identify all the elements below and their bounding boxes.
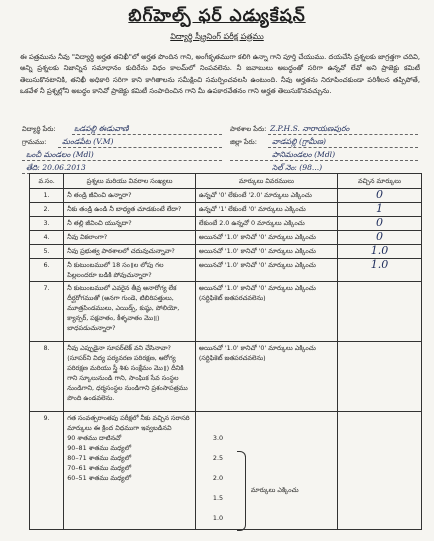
- marks-value[interactable]: 1.0: [370, 258, 389, 271]
- col-header-marks: వచ్చిన మార్కులు: [337, 174, 421, 189]
- table-row: 1. నీ తండ్రి జీవించి ఉన్నారా? ఉన్నచో '0' లేకుంటే '2.0' మార్కులు ఎక్కించు 0: [30, 189, 422, 203]
- date-value[interactable]: తేది: 20.06.2013: [26, 163, 86, 172]
- table-row: 4. నీవు వికలాంగా? అయినచో '1.0' కానిచో '0' మార్కులు ఎక్కించు 0: [30, 231, 422, 245]
- screening-table: [29, 173, 422, 530]
- student-name-label: విద్యార్థి పేరు:: [22, 125, 56, 133]
- table-row: 3. నీ తల్లి జీవించి యున్నదా? లేకుంటే 2.0 ఉన్నచో 0 మార్కులు ఎక్కించు 0: [30, 217, 422, 231]
- school-name-value[interactable]: Z.P.H.S. నారాయణపురం: [270, 124, 350, 133]
- grade-range-5: 60–51 శాతము మధ్యలో: [67, 474, 132, 482]
- district-value[interactable]: వాడపల్లి (గ్రామీణ): [272, 137, 326, 146]
- marks-value[interactable]: 0: [375, 216, 383, 229]
- table-row: 6. నీ కుటుంబములో 18 సం॥ల లోపు గల పిల్లలందరూ బడికి పోవుచున్నారా? అయినచో '1.0' కానిచో '0' మార్కులు ఎక్కించు 1.0: [30, 259, 422, 282]
- grades-note: మార్కులు ఎక్కించు: [250, 486, 299, 494]
- grades-intro: గత సంవత్సరాంతపు పరీక్షలో నీకు వచ్చిన సరాసరి మార్కులు ఈ క్రింద విధముగా ఇవ్వబడినవి: [67, 414, 190, 432]
- table-row: 7. నీ కుటుంబములో ఎవరైన తీవ్ర అనారోగ్య లేక దీర్ఘరోగముతో (అనగా గుండె, టిబిరిపత్తులు, మూత్రపిండములు, ఎయిడ్స్, కుష్ఠు, పోలియో, క్యాన్సర్, పక్షవాతం, కీళ్ళవాతం మొ॥) బాధపడుచున్నారా? అయినచో '1.0' కానిచో '0' మార్కులు ఎక్కించు (సర్టిఫికెట్ జతపరచవలెను): [30, 282, 422, 342]
- grade-value-3: 2.0: [212, 474, 224, 482]
- grades-brace: [237, 451, 246, 531]
- col-header-num: వ.సం.: [30, 174, 64, 189]
- table-row: 9. గత సంవత్సరాంతపు పరీక్షలో నీకు వచ్చిన సరాసరి మార్కులు ఈ క్రింద విధముగా ఇవ్వబడినవి 90 శాతము దాటినచో 90–81 శాతము మధ్యలో 80–71 శాతము మధ్యలో 70–61 శాతము మధ్యలో 60–51 శాతము మధ్యలో 3.0 2.5 2.0 1.5 1.0 మార్కులు ఎక్కించు: [30, 412, 422, 530]
- student-name-value[interactable]: ఒడపల్లి ఈడువాణి: [74, 124, 129, 133]
- form-subtitle: విద్యార్థి స్క్రీనింగ్ పరీక్ష పత్రము: [170, 32, 264, 41]
- mandal-value[interactable]: ఒంచీ మండలం (Mdl): [26, 150, 94, 159]
- field-row-3: [22, 150, 418, 164]
- field-row-1: [22, 124, 418, 138]
- col-header-rule: మార్కులు వివరములు: [195, 174, 337, 189]
- table-row: 5. నీవు ప్రభుత్వ పాఠశాలలో చదువుచున్నావా? అయినచో '1.0' కానిచో '0' మార్కులు ఎక్కించు 1.0: [30, 245, 422, 259]
- table-row: 2. నీకు తండ్రి ఉండి నీ బాధ్యత చూడకుంటే లేదా? ఉన్నచో '1' లేకుంటే '0' మార్కులు ఎక్కించు 1: [30, 203, 422, 217]
- grade-value-2: 2.5: [212, 454, 224, 462]
- school-name-label: పాఠశాల పేరు:: [230, 125, 267, 133]
- table-row: 8. నీవు ఎప్పుడైనా సూపర్‌టెక్ వని చేసినావా? (సూపర్‌ని విద్య పర్యవరణ పరిరక్షణ, ఆరోగ్య పరిరక్షణ మరియు స్త్రీ శిశు సంక్షేమం మొ॥) దీనికి గాని స్కూలునుండి గాని, సాంఘిక సేవ సంస్థల నుండిగాని, ధర్మసంస్థల నుండిగాని ప్రశంసాపత్రము పొంది ఉండవలెను. అయినచో '1.0' కానిచో '0' మార్కులు ఎక్కించు (సర్టిఫికెట్ జతపరచవలెను): [30, 342, 422, 412]
- marks-value[interactable]: 1: [375, 202, 383, 215]
- grade-value-1: 3.0: [212, 434, 224, 442]
- marks-value[interactable]: 0: [375, 188, 383, 201]
- grade-range-2: 90–81 శాతము మధ్యలో: [67, 444, 132, 452]
- mandal2-value[interactable]: పానిమండలం (Mdl): [272, 150, 336, 159]
- marks-value[interactable]: 0: [375, 230, 383, 243]
- grade-value-5: 1.0: [212, 514, 224, 522]
- village-label: గ్రామము:: [22, 138, 47, 146]
- grade-range-4: 70–61 శాతము మధ్యలో: [67, 464, 132, 472]
- village-value[interactable]: మండపేట (V.M): [62, 137, 114, 146]
- grade-value-4: 1.5: [212, 494, 224, 502]
- grade-range-1: 90 శాతము దాటినచో: [67, 434, 122, 442]
- district-label: జిల్లా పేరు:: [230, 138, 257, 146]
- field-row-2: [22, 137, 418, 151]
- grade-values: [199, 413, 334, 528]
- col-header-question: ప్రశ్నలు మరియు వివరాల సంఖ్యలు: [64, 174, 196, 189]
- form-title: బిగ్‌హెల్ప్ ఫర్ ఎడ్యుకేషన్: [128, 6, 306, 26]
- grade-range-3: 80–71 శాతము మధ్యలో: [67, 454, 132, 462]
- phone-value[interactable]: సెల్ నెం: (98...): [272, 163, 323, 172]
- table-header-row: [30, 174, 422, 189]
- marks-value[interactable]: 1.0: [370, 244, 389, 257]
- intro-paragraph: ఈ పత్రమును నీవు "విద్యార్థి అర్హత తనిఖీ"లో అర్హత పొందిన గాని, అంగీకృతముగా కలిగి ఉన్నా గాని పూర్తి చేయుము. దయచేసి ప్రశ్నలకు జాగ్రత్తగా చదివి, అన్ని ప్రశ్నలకు నిజాన్నిన సమాధానం కుదిరేను విధం కాలమ్‌లో నింపవలెను. నీ జవాబులు అబద్ధంతో సరిగా ఉన్నవో లేవో అని ప్రాజెక్టు కమిటీ తెలుసుకొనటానికి, తనిఖీ అధికారి సరిగా కాని కాగితాలను సమీక్షించి సమర్పించవలసి ఉంటుంది. నీవు అర్హతను నిరూపించకుండా పరిశీలన తప్పిపోతే, ఒకవేళ నీ ప్రశ్నల్లోని అబద్ధం కానివో ప్రాజెక్టు కమిటీ సంపాదించిన గాని మీ ఉపకారవేతనం గాని అర్హత తెలుసుకొనవచ్చును.: [20, 53, 420, 96]
